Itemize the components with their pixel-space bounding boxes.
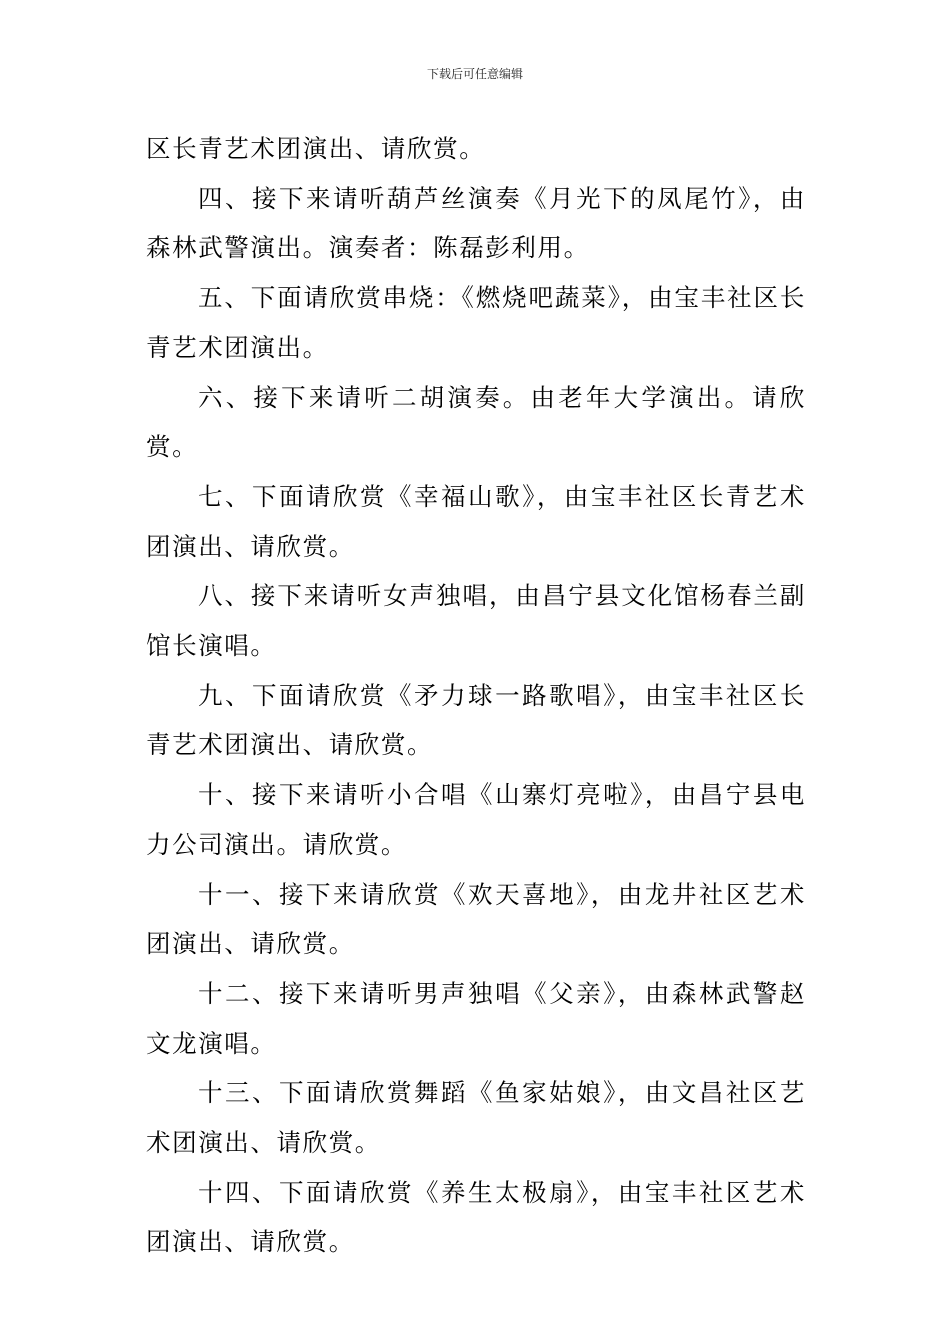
paragraph-continuation: 区长青艺术团演出、请欣赏。 <box>146 134 486 163</box>
paragraph-item-10: 十、接下来请听小合唱《山寨灯亮啦》，由昌宁县电力公司演出。请欣赏。 <box>146 780 806 859</box>
paragraph-item-4: 四、接下来请听葫芦丝演奏《月光下的凤尾竹》，由森林武警演出。演奏者：陈磊彭利用。 <box>146 183 806 263</box>
paragraph-item-12: 十二、接下来请听男声独唱《父亲》，由森林武警赵文龙演唱。 <box>146 978 806 1058</box>
paragraph-item-13: 十三、下面请欣赏舞蹈《鱼家姑娘》，由文昌社区艺术团演出、请欣赏。 <box>146 1078 806 1158</box>
paragraph-item-6: 六、接下来请听二胡演奏。由老年大学演出。请欣赏。 <box>146 382 806 462</box>
paragraph-item-11: 十一、接下来请欣赏《欢天喜地》，由龙井社区艺术团演出、请欣赏。 <box>146 879 806 959</box>
paragraph-item-14: 十四、下面请欣赏《养生太极扇》，由宝丰社区艺术团演出、请欣赏。 <box>146 1177 806 1257</box>
paragraph-item-8: 八、接下来请听女声独唱，由昌宁县文化馆杨春兰副馆长演唱。 <box>146 581 806 661</box>
document-body <box>146 124 806 1267</box>
paragraph-item-7: 七、下面请欣赏《幸福山歌》，由宝丰社区长青艺术团演出、请欣赏。 <box>146 481 806 561</box>
page-header: 下载后可任意编辑 <box>426 67 523 81</box>
paragraph-item-5: 五、下面请欣赏串烧：《燃烧吧蔬菜》，由宝丰社区长青艺术团演出。 <box>146 283 806 362</box>
paragraph-item-9: 九、下面请欣赏《矛力球一路歌唱》，由宝丰社区长青艺术团演出、请欣赏。 <box>146 680 806 760</box>
